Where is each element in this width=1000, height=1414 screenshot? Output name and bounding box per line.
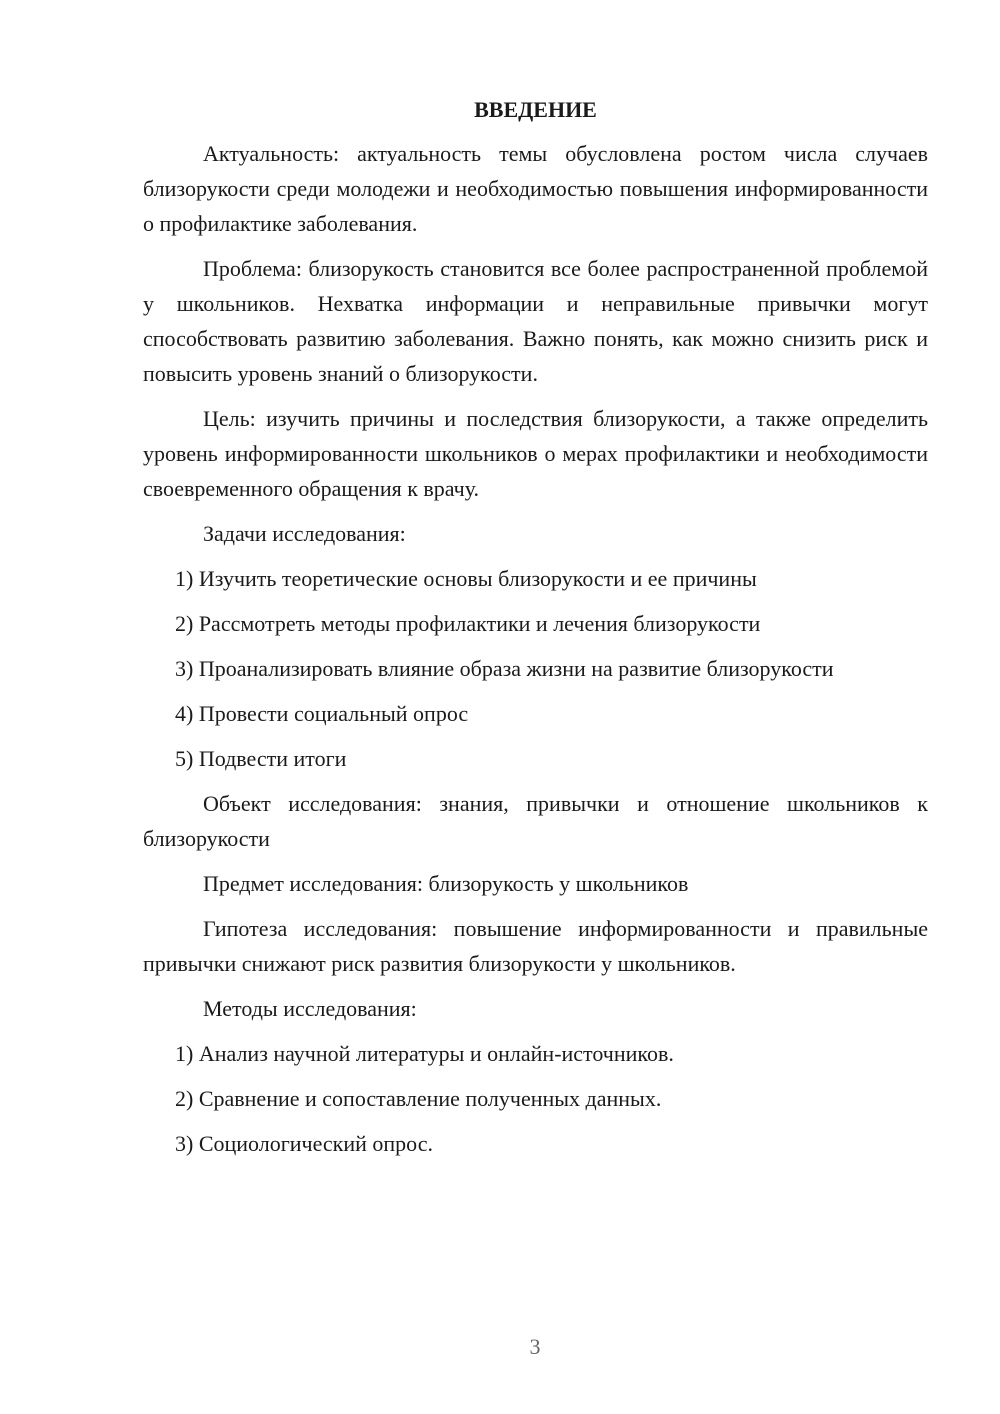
methods-heading: Методы исследования:	[203, 996, 417, 1021]
document-page	[143, 95, 928, 1171]
task-item: 5) Подвести итоги	[175, 746, 347, 771]
task-item: 1) Изучить теоретические основы близорукости и ее причины	[175, 566, 757, 591]
page-number: 3	[529, 1334, 541, 1359]
relevance-paragraph: Актуальность: актуальность темы обусловлена ростом числа случаев близорукости среди молодежи и необходимостью повышения информированности о профилактике заболевания.	[143, 141, 928, 236]
method-item: 1) Анализ научной литературы и онлайн-источников.	[175, 1041, 674, 1066]
section-title: ВВЕДЕНИЕ	[474, 97, 597, 122]
method-item: 2) Сравнение и сопоставление полученных данных.	[175, 1086, 662, 1111]
subject-paragraph: Предмет исследования: близорукость у школьников	[203, 871, 689, 896]
object-paragraph: Объект исследования: знания, привычки и отношение школьников к близорукости	[143, 791, 928, 851]
task-item: 2) Рассмотреть методы профилактики и лечения близорукости	[175, 611, 761, 636]
methods-list	[143, 1036, 928, 1161]
problem-paragraph: Проблема: близорукость становится все более распространенной проблемой у школьников. Нехватка информации и неправильные привычки могут способствовать развитию заболевания. Важно понять, как можно снизить риск и повысить уровень знаний о близорукости.	[143, 256, 928, 386]
method-item: 3) Социологический опрос.	[175, 1131, 433, 1156]
tasks-heading: Задачи исследования:	[203, 521, 406, 546]
tasks-list	[143, 561, 928, 776]
task-item: 4) Провести социальный опрос	[175, 701, 469, 726]
task-item: 3) Проанализировать влияние образа жизни на развитие близорукости	[175, 656, 834, 681]
goal-paragraph: Цель: изучить причины и последствия близорукости, а также определить уровень информированности школьников о мерах профилактики и необходимости своевременного обращения к врачу.	[143, 406, 928, 501]
hypothesis-paragraph: Гипотеза исследования: повышение информированности и правильные привычки снижают риск развития близорукости у школьников.	[143, 916, 928, 976]
